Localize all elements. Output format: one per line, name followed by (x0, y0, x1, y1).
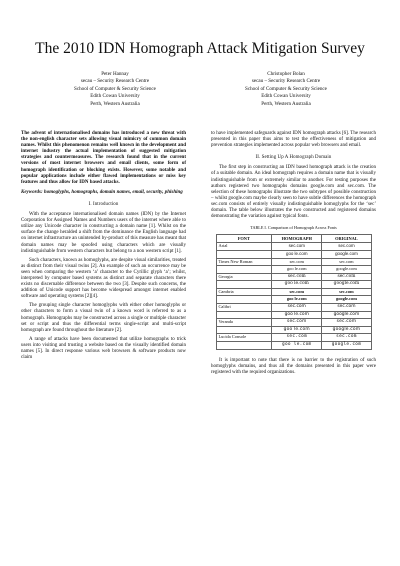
author-school: School of Computer & Security Science (74, 85, 156, 92)
table-cell-homograph: goo le.com (272, 281, 322, 289)
table-row (216, 342, 371, 350)
author-location: Perth, Western Australia (90, 100, 140, 107)
table-cell-font: Lucida Console (216, 334, 272, 342)
author-name: Peter Hannay (101, 71, 129, 77)
section-heading-setup: II. Setting Up A Homograph Domain (255, 155, 332, 161)
homograph-table (216, 234, 372, 349)
table-cell-homograph: sec.com (272, 243, 322, 251)
table-cell-homograph: goo le.com (272, 296, 322, 304)
table-cell-original: google.com (322, 311, 371, 319)
table-cell-homograph: sec.com (272, 258, 322, 266)
table-cell-homograph: sec.com (272, 288, 322, 296)
table-row (216, 273, 371, 281)
table-row (216, 296, 371, 304)
author-name: Christopher Bolan (267, 71, 305, 77)
table-row (216, 326, 371, 334)
table-cell-homograph: sec.com (272, 304, 322, 312)
table-cell-homograph: sec.com (272, 334, 322, 342)
author-block-right (201, 71, 371, 108)
author-school: School of Computer & Security Science (245, 85, 327, 92)
table-cell-original: sec.com (322, 273, 371, 281)
table-cell-homograph: goo le.com (272, 250, 322, 258)
table-row (216, 311, 371, 319)
paragraph-continuation: to have implemented safeguards against IDN homograph attacks [6]. The research presented in this paper thus aims to test the effectiveness of mitigation and prevention strategies implemented across popular web browsers and email. (211, 131, 376, 149)
paragraph: It is important to note that there is no barrier to the registration of such homoglyphs domains, and thus all the domains presented in this paper were registered with the required organizations. (211, 357, 376, 375)
paragraph: Such characters, known as homoglyphs, are despite visual similarities, treated as distinct from their visual twins [2]. An example of such an occurrence may be seen when comparing the western ‘a’ character to the Cyrillic glyph ‘а’; whilst, interpreted by computer based systems as distinct and separate characters there exists no discernable difference between the two [3]. Despite such concerns, the addition of Unicode support has become widespread amongst internet enabled software and operating systems [2][4]. (21, 257, 186, 300)
table-cell-original: sec.com (322, 319, 371, 327)
table-row (216, 288, 371, 296)
table-header-row (216, 235, 371, 243)
table-cell-font (216, 296, 272, 304)
table-cell-homograph: goo le.com (272, 326, 322, 334)
abstract: The advent of internationalised domains has introduced a new threat with the non-english character sets allowing visual mimicry of common domain names. Whilst this phenomenon remains well known in the development and internet industry the actual implementation of suggested mitigation strategies and countermeasures. The research found that in the current versions of most internet browsers and email clients, some form of homograph identification or blocking exists. However, some notable and popular applications include either flawed implementations or miss key features and thus allow for IDN based attacks. (21, 131, 186, 185)
table-cell-original: sec.com (322, 243, 371, 251)
right-column (211, 131, 376, 376)
table-cell-font: Veranda (216, 319, 272, 327)
table-row (216, 243, 371, 251)
table-header: FONT (216, 235, 272, 243)
author-university: Edith Cowan University (90, 93, 140, 100)
table-caption: TABLE I. Comparison of Homograph Across Fonts (250, 225, 337, 231)
table-cell-homograph: sec.com (272, 273, 322, 281)
author-affiliation: secau – Security Research Centre (251, 78, 321, 85)
table-row (216, 258, 371, 266)
table-cell-original: google.com (322, 342, 371, 350)
table-cell-original: google.com (322, 250, 371, 258)
table-cell-font (216, 326, 272, 334)
table-cell-homograph: goo le.com (272, 266, 322, 274)
paper-title: The 2010 IDN Homograph Attack Mitigation Survey (35, 40, 365, 57)
keywords: Keywords: homoglyphs, homographs, domain names, email, security, phishing (21, 189, 183, 195)
table-header: HOMOGRAPH (272, 235, 322, 243)
table-header: ORIGINAL (322, 235, 371, 243)
table-cell-original: sec.com (322, 334, 371, 342)
table-cell-font: Calibri (216, 304, 272, 312)
table-cell-font: Times New Roman (216, 258, 272, 266)
table-row (216, 250, 371, 258)
table-cell-original: sec.com (322, 304, 371, 312)
author-affiliation: secau – Security Research Centre (80, 78, 150, 85)
table-cell-font (216, 311, 272, 319)
table-cell-original: google.com (322, 326, 371, 334)
table-cell-homograph: sec.com (272, 319, 322, 327)
author-location: Perth, Western Australia (261, 100, 311, 107)
table-row (216, 319, 371, 327)
table-row (216, 266, 371, 274)
table-body (216, 243, 371, 349)
table-cell-font (216, 266, 272, 274)
paragraph: With the acceptance internationalised domain names (IDN) by the Internet Corporation for Assigned Names and Numbers users of the internet where able to utilize any Unicode character in constructing a domain name [1]. Whilst on the surface the change heralded a shift from the dominance the English language had on internet infrastructure an unintended by-product of this measure has meant that domain names may be spoofed using characters which are visually indistinguishable from western characters but belong to a non western script [1]. (21, 212, 186, 254)
table-cell-original: google.com (322, 296, 371, 304)
table-cell-font: Georgia (216, 273, 272, 281)
table-cell-font (216, 342, 272, 350)
table-row (216, 304, 371, 312)
table-row (216, 334, 371, 342)
table-cell-original: sec.com (322, 258, 371, 266)
table-cell-original: sec.com (322, 288, 371, 296)
table-cell-homograph: goo le.com (272, 342, 322, 350)
paragraph: The first step in constructing an IDN based homograph attack is the creation of a suitable domain. An ideal homograph requires a domain name that is visually indistinguishable from or extremely similar to another. For testing purposes the authors registered two homographs domains google.com and sec.com. The selection of these homographs illustrate the two subtypes of possible construction – whilst google.com maybe clearly seen to have subtle differences the homograph sec.com consists of entirely visually indistinguishable homoglyphs for the ‘sec’ domain. The table below illustrates the two constructed and registered domains demonstrating the variation against typical fonts. (211, 165, 376, 220)
left-column (21, 131, 186, 361)
table-row (216, 281, 371, 289)
author-block-left (30, 71, 200, 108)
table-cell-original: google.com (322, 281, 371, 289)
paragraph: The grouping single character homoglyphs with either other homoglyphs or other characters to form a visual twin of a known word is referred to as a homograph. Homographs may be constructed across a single or multiple character set or script and thus the differential terms single-script and multi-script homograph are found throughout the literature [2]. (21, 303, 186, 333)
paragraph: A range of attacks have been documented that utilize homographs to trick users into visiting and trusting a website based on the visually identified domain names [5]. In direct response various web browsers & software products now claim (21, 336, 186, 361)
author-university: Edith Cowan University (261, 93, 311, 100)
table-cell-homograph: goo le.com (272, 311, 322, 319)
table-cell-font: Arial (216, 243, 272, 251)
table-cell-original: google.com (322, 266, 371, 274)
table-cell-font: Cambria (216, 288, 272, 296)
section-heading-introduction: I. Introduction (88, 201, 119, 207)
table-cell-font (216, 250, 272, 258)
table-cell-font (216, 281, 272, 289)
